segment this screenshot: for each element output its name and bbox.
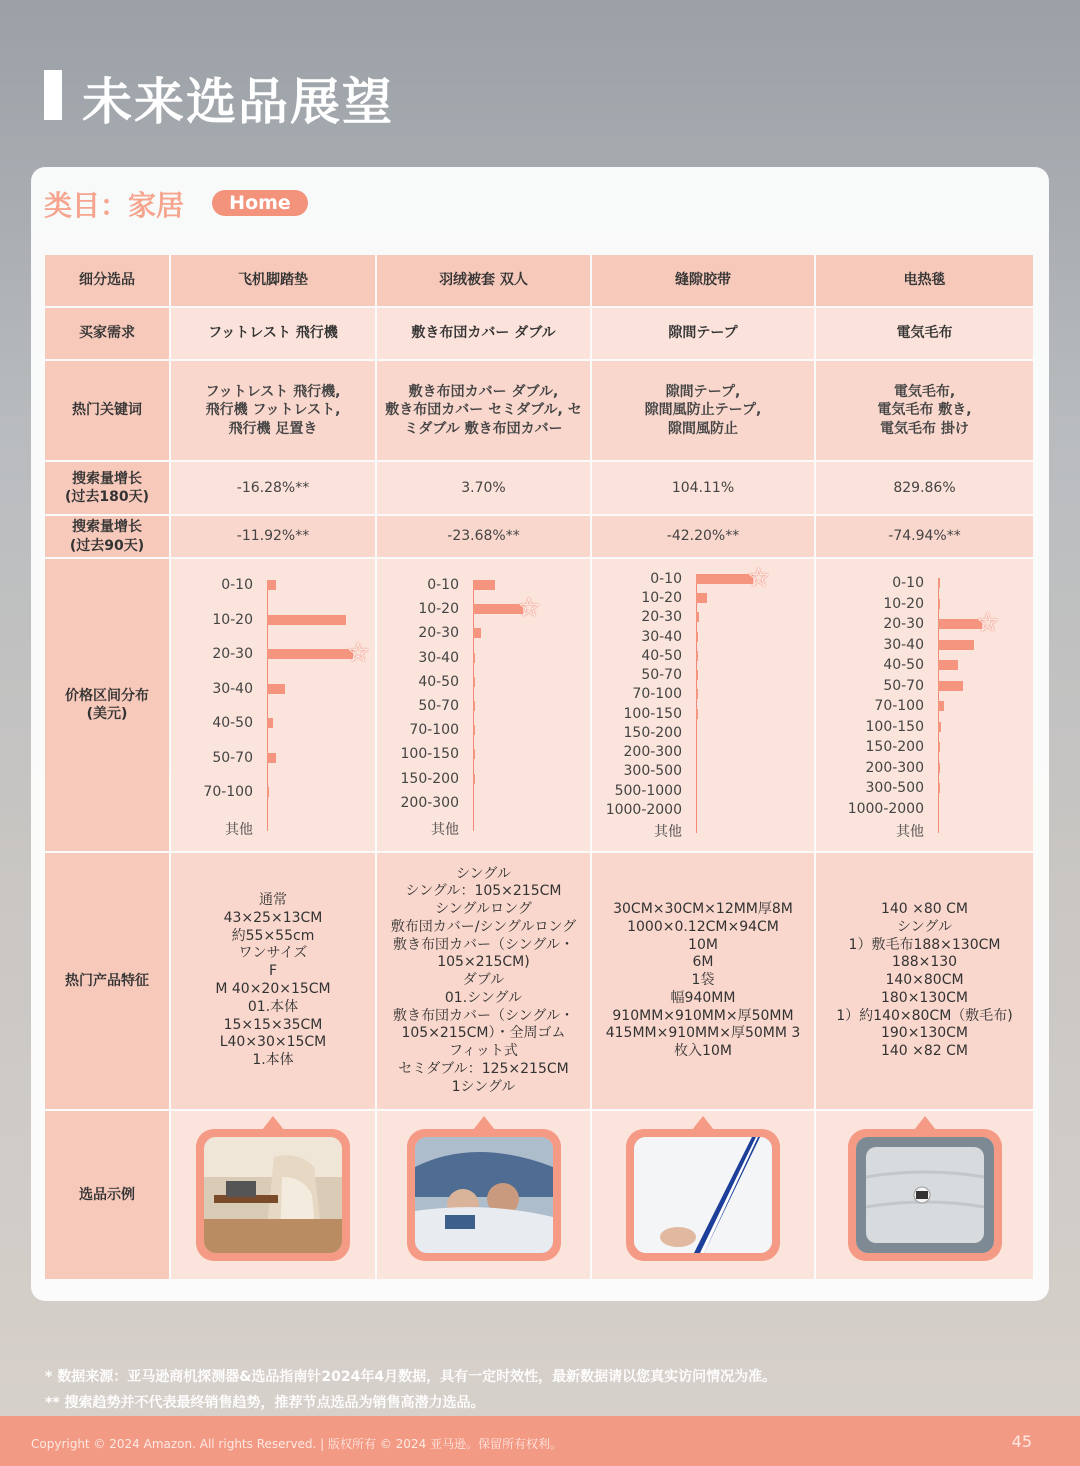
cell-text: 缝隙胶带 (675, 272, 731, 289)
price-tick-label: 70-100 (632, 686, 682, 703)
price-bar (938, 640, 974, 650)
row-label-growth90 (45, 516, 169, 557)
price-tick-label: 300-500 (623, 763, 682, 780)
row-label-growth180 (45, 462, 169, 514)
price-tick-label: 30-40 (418, 649, 459, 666)
price-bar (696, 574, 753, 584)
cell-keywords-2 (377, 361, 590, 460)
price-tick-label: 150-200 (865, 739, 924, 755)
row-label-text: 买家需求 (79, 325, 135, 342)
cell-growth180-4 (816, 462, 1033, 514)
price-tick-label: 500-1000 (614, 782, 682, 799)
price-distribution-chart-2 (377, 559, 590, 851)
example-image-frame (196, 1129, 350, 1261)
price-tick-label: 30-40 (883, 636, 924, 653)
cell-text: 30CM×30CM×12MM厚8M 1000×0.12CM×94CM 10M 6M 1袋 幅940MM 910MM×910MM×厚50MM 415MM×910MM×厚50MM 3 枚入10M (605, 901, 801, 1060)
price-tick-label: 70-100 (203, 784, 253, 801)
cell-text: 電気毛布 (896, 325, 953, 342)
price-tick-label: 40-50 (641, 647, 682, 664)
cell-text: -16.28%** (236, 479, 310, 496)
price-tick-label: 100-150 (400, 746, 459, 763)
price-bar (267, 580, 276, 590)
cell-growth180-1 (171, 462, 375, 514)
price-bar (473, 653, 475, 663)
price-tick-label: 其他 (896, 824, 924, 840)
highlight-star-icon: ☆ (517, 593, 541, 624)
price-bar (267, 718, 273, 728)
price-bar (696, 593, 707, 603)
cell-buyer-need-4 (816, 308, 1033, 359)
cell-segment-3 (592, 255, 814, 306)
cell-text: 829.86% (893, 479, 956, 496)
price-bar (473, 774, 475, 784)
price-bar (696, 670, 698, 680)
cell-text: 羽绒被套 双人 (439, 272, 528, 289)
cell-text: -74.94%** (888, 528, 961, 545)
cell-growth90-4 (816, 516, 1033, 557)
price-tick-label: 10-20 (212, 611, 253, 628)
row-label-text: 细分选品 (79, 272, 135, 289)
page-title: 未来选品展望 (82, 73, 394, 131)
example-image-electric-blanket (856, 1137, 994, 1253)
price-tick-label: 0-10 (427, 577, 459, 593)
row-label-buyer-need (45, 308, 169, 359)
price-tick-label: 70-100 (409, 722, 459, 739)
price-bar (267, 649, 353, 659)
price-tick-label: 100-150 (865, 718, 924, 735)
row-label-keywords (45, 361, 169, 460)
cell-growth90-3 (592, 516, 814, 557)
cell-text: -23.68%** (447, 528, 520, 545)
cell-features-4 (816, 853, 1033, 1109)
price-distribution-chart-3 (592, 559, 814, 851)
cell-growth90-2 (377, 516, 590, 557)
price-distribution-chart-4 (816, 559, 1033, 851)
price-bar (938, 763, 940, 773)
price-tick-label: 其他 (431, 822, 459, 838)
price-bar (938, 599, 940, 609)
example-image-airplane-seat (204, 1137, 342, 1253)
example-image-frame (407, 1129, 561, 1261)
price-tick-label: 150-200 (623, 724, 682, 741)
price-tick-label: 40-50 (883, 657, 924, 673)
row-label-segment (45, 255, 169, 306)
price-bar (473, 604, 523, 614)
cell-segment-1 (171, 255, 375, 306)
example-image-couple-blanket (415, 1137, 553, 1253)
frame-pointer (692, 1116, 714, 1130)
price-tick-label: 10-20 (418, 601, 459, 618)
row-label-features (45, 853, 169, 1109)
cell-buyer-need-1 (171, 308, 375, 359)
price-tick-label: 0-10 (892, 575, 924, 591)
price-tick-label: 150-200 (400, 770, 459, 787)
cell-text: 敷き布団カバー ダブル, 敷き布団カバー セミダブル, セ ミダブル 敷き布団カバー (385, 384, 582, 437)
price-bar (696, 709, 698, 719)
price-tick-label: 100-150 (623, 705, 682, 722)
price-tick-label: 300-500 (865, 780, 924, 796)
price-tick-label: 40-50 (212, 715, 253, 732)
price-bar (267, 753, 276, 763)
price-bar (938, 578, 940, 588)
price-bar (473, 580, 495, 590)
cell-segment-2 (377, 255, 590, 306)
price-tick-label: 0-10 (221, 577, 253, 593)
price-tick-label: 20-30 (641, 609, 682, 626)
price-tick-label: 200-300 (400, 794, 459, 811)
cell-buyer-need-2 (377, 308, 590, 359)
price-tick-label: 50-70 (641, 667, 682, 684)
cell-keywords-3 (592, 361, 814, 460)
cell-buyer-need-3 (592, 308, 814, 359)
row-label-text: 选品示例 (79, 1186, 135, 1203)
cell-text: 敷き布団カバー ダブル (411, 325, 556, 342)
price-bar (938, 681, 963, 691)
cell-text: シングル シングル：105×215CM シングルロング 敷布団カバー/シングルロング 敷き布団カバー（シングル・ 105×215CM) ダブル 01.シングル 敷き布団カバー（シングル・ 105×215CM）・全周ゴム フィット式 セミダブル：125×215CM 1シングル (390, 865, 577, 1095)
example-image-frame (626, 1129, 780, 1261)
price-tick-label: 其他 (225, 822, 253, 838)
cell-text: 电热毯 (903, 272, 946, 289)
price-bar (938, 660, 958, 670)
selection-table (45, 255, 1033, 1279)
price-tick-label: 200-300 (865, 759, 924, 776)
row-label-text: 搜索量增长 (过去180天) (64, 470, 150, 505)
row-label-text: 搜索量增长 (过去90天) (69, 519, 145, 554)
price-bar (696, 612, 699, 622)
category-pill: Home (212, 190, 308, 216)
price-bar (938, 701, 944, 711)
row-label-price (45, 559, 169, 851)
row-label-text: 热门产品特征 (65, 972, 149, 989)
price-bar (473, 749, 475, 759)
cell-growth90-1 (171, 516, 375, 557)
footnote-source: * 数据来源：亚马逊商机探测器&选品指南针2024年4月数据，具有一定时效性，最新数据请以您真实访问情况为准。 (45, 1369, 777, 1385)
price-tick-label: 200-300 (623, 744, 682, 761)
highlight-star-icon: ☆ (346, 638, 370, 669)
price-tick-label: 30-40 (212, 680, 253, 697)
price-distribution-chart-1 (171, 559, 375, 851)
cell-keywords-4 (816, 361, 1033, 460)
cell-features-3 (592, 853, 814, 1109)
price-bar (938, 722, 941, 732)
cell-text: 3.70% (461, 479, 506, 496)
price-tick-label: 1000-2000 (847, 800, 924, 817)
price-tick-label: 70-100 (874, 698, 924, 714)
price-bar (473, 701, 475, 711)
price-bar (473, 628, 481, 638)
cell-features-2 (377, 853, 590, 1109)
price-tick-label: 20-30 (883, 616, 924, 632)
footnote-trend: ** 搜索趋势并不代表最终销售趋势，推荐节点选品为销售高潜力选品。 (45, 1395, 485, 1411)
highlight-star-icon: ☆ (976, 608, 1000, 638)
cell-text: -42.20%** (666, 528, 740, 545)
cell-text: 通常 43×25×13CM 約55×55cm ワンサイズ F M 40×20×15CM 01.本体 15×15×35CM L40×30×15CM 1.本体 (215, 892, 331, 1069)
cell-growth180-2 (377, 462, 590, 514)
cell-growth180-3 (592, 462, 814, 514)
price-bar (267, 787, 269, 797)
frame-pointer (473, 1116, 495, 1130)
price-tick-label: 20-30 (418, 625, 459, 642)
price-tick-label: 50-70 (212, 749, 253, 766)
cell-text: 隙間テープ (668, 325, 738, 342)
price-bar (696, 632, 698, 642)
price-tick-label: 1000-2000 (605, 801, 682, 818)
price-tick-label: 10-20 (641, 590, 682, 607)
copyright: Copyright © 2024 Amazon. All rights Reserved. | 版权所有 © 2024 亚马逊。保留所有权利。 (31, 1437, 563, 1451)
price-bar (267, 684, 285, 694)
row-label-examples (45, 1111, 169, 1279)
example-image-gap-tape (634, 1137, 772, 1253)
title-accent-bar (44, 70, 62, 120)
cell-text: 104.11% (671, 479, 735, 496)
cell-text: 飞机脚踏垫 (238, 272, 308, 289)
price-bar (473, 725, 475, 735)
price-tick-label: 0-10 (650, 571, 682, 587)
cell-text: 140 ×80 CM シングル 1）敷毛布188×130CM 188×130 140×80CM 180×130CM 1）約140×80CM（敷毛布) 190×130CM 140 ×82 CM (836, 901, 1013, 1060)
price-tick-label: 其他 (654, 824, 682, 840)
page-number: 45 (1011, 1432, 1032, 1451)
price-bar (267, 615, 346, 625)
cell-text: 隙間テープ, 隙間風防止テープ, 隙間風防止 (644, 384, 762, 437)
example-image-frame (848, 1129, 1002, 1261)
price-tick-label: 40-50 (418, 673, 459, 690)
frame-pointer (262, 1116, 284, 1130)
price-bar (696, 651, 698, 661)
cell-text: 電気毛布, 電気毛布 敷き, 電気毛布 掛け (877, 384, 972, 437)
row-label-text: 价格区间分布 (美元) (65, 687, 149, 722)
price-tick-label: 20-30 (212, 646, 253, 663)
cell-text: フットレスト 飛行機, 飛行機 フットレスト, 飛行機 足置き (205, 384, 341, 437)
cell-text: -11.92%** (236, 528, 310, 545)
price-bar (938, 742, 940, 752)
price-tick-label: 50-70 (883, 677, 924, 694)
frame-pointer (914, 1116, 936, 1130)
cell-features-1 (171, 853, 375, 1109)
cell-segment-4 (816, 255, 1033, 306)
highlight-star-icon: ☆ (747, 563, 771, 593)
price-tick-label: 50-70 (418, 698, 459, 714)
cell-keywords-1 (171, 361, 375, 460)
cell-text: フットレスト 飛行機 (208, 325, 338, 342)
category-label: 类目：家居 (44, 189, 185, 222)
price-bar (696, 689, 698, 699)
price-bar (938, 783, 940, 793)
price-tick-label: 10-20 (883, 595, 924, 612)
row-label-text: 热门关键词 (72, 402, 142, 419)
price-bar (473, 677, 475, 687)
price-tick-label: 30-40 (641, 628, 682, 645)
